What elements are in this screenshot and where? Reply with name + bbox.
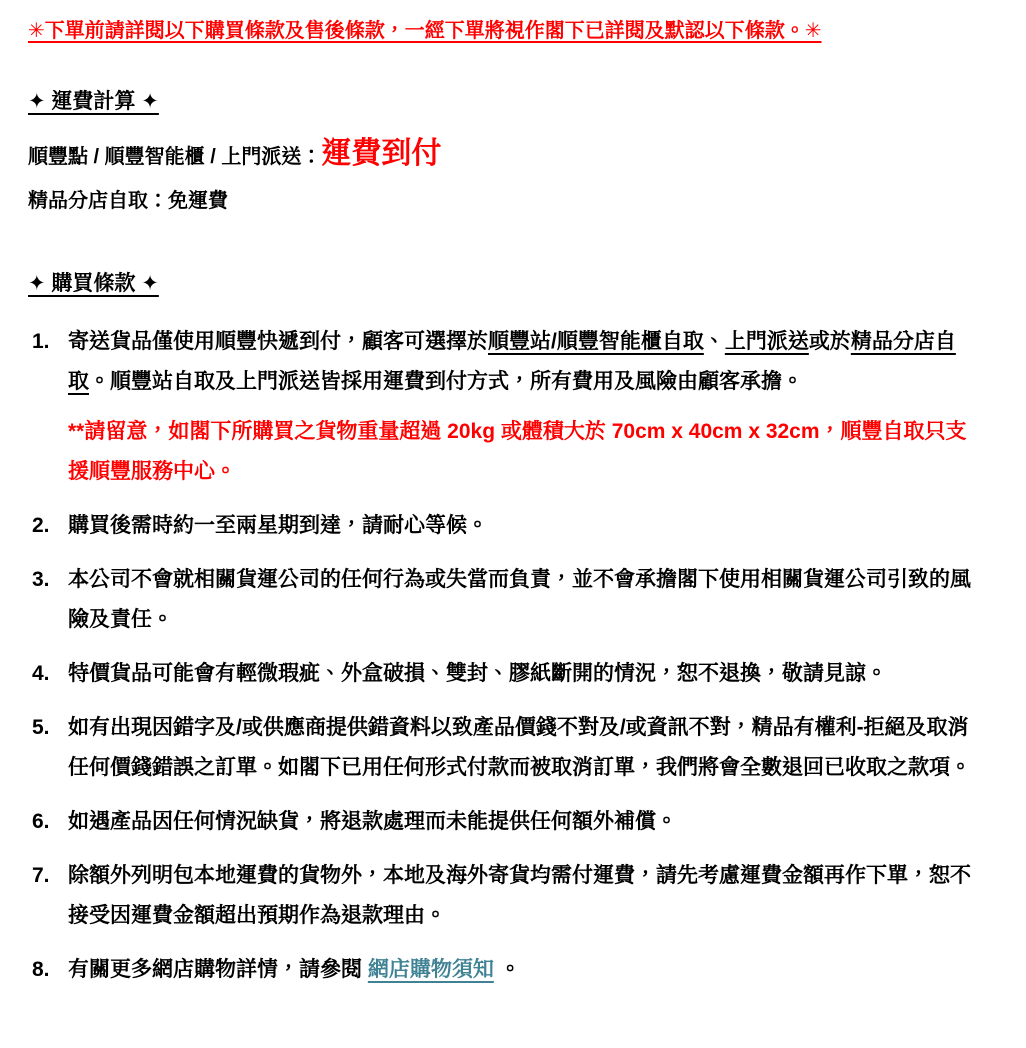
terms-section-title [28,270,998,297]
term-number: 6. [32,809,50,833]
term-text-segment: 。順豐站自取及上門派送皆採用運費到付方式，所有費用及風險由顧客承擔。 [89,369,803,393]
sf-size-limit-note: **請留意，如閣下所購買之貨物重量超過 20kg 或體積大於 70cm x 40cm x 32cm，順豐自取只支援順豐服務中心。 [68,419,967,483]
term-text-segment: 。 [493,957,521,981]
terms-section-title-text: ✦ 購買條款 ✦ [28,272,159,296]
term-text: 如有出現因錯字及/或供應商提供錯資料以致產品價錢不對及/或資訊不對，精品有權利-拒絕及取消任何價錢錯誤之訂單。如閣下已用任何形式付款而被取消訂單，我們將會全數退回已收取之款項。 [68,715,971,779]
term-number: 1. [32,329,50,353]
term-item-7 [32,856,998,936]
term-text-segment: 寄送貨品僅使用順豐快遞到付，顧客可選擇於 [68,329,488,353]
term-text-segment: 有關更多網店購物詳情，請參閱 [68,957,368,981]
term-text: 除額外列明包本地運費的貨物外，本地及海外寄貨均需付運費，請先考慮運費金額再作下單，恕不接受因運費金額超出預期作為退款理由。 [68,863,971,927]
term-text [68,322,973,492]
term-text-segment: 、 [703,329,725,353]
store-pickup-line: 精品分店自取：免運費 [28,190,228,213]
term-number: 5. [32,715,50,739]
terms-list [28,322,998,990]
term-number: 7. [32,863,50,887]
term-text: 購買後需時約一至兩星期到達，請耐心等候。 [68,513,488,537]
term-item-4 [32,654,998,694]
term-item-2 [32,506,998,546]
term-number: 8. [32,957,50,981]
term-text: 特價貨品可能會有輕微瑕疵、外盒破損、雙封、膠紙斷開的情況，恕不退換，敬請見諒。 [68,661,887,685]
term-number: 3. [32,567,50,591]
shipping-section-title-text: ✦ 運費計算 ✦ [28,90,159,113]
term-item-6 [32,802,998,842]
term-text-segment: 或於 [808,329,851,353]
term-item-8 [32,950,998,990]
term-number: 2. [32,513,50,537]
shipping-methods-label: 順豐點 / 順豐智能櫃 / 上門派送： [28,146,322,169]
term-item-1 [32,322,998,492]
shipping-section-title [28,88,998,115]
term-text-segment-underlined: 上門派送 [724,329,809,353]
term-text [68,950,521,990]
term-text: 本公司不會就相關貨運公司的任何行為或失當而負責，並不會承擔閣下使用相關貨運公司引致的風險及責任。 [68,567,971,631]
freight-collect-highlight: 運費到付 [321,137,442,171]
pre-order-warning: ✳下單前請詳閱以下購買條款及售後條款，一經下單將視作閣下已詳閱及默認以下條款。✳ [28,20,822,42]
term-text-segment-underlined: 順豐站/順豐智能櫃自取 [488,329,704,353]
term-item-5 [32,708,998,788]
shipping-methods-line [28,137,998,170]
term-text-segment-underlined: 精品分店自取 [68,329,956,393]
term-number: 4. [32,661,50,685]
term-item-3 [32,560,998,640]
shop-guide-link[interactable]: 網店購物須知 [367,957,494,981]
term-text: 如遇產品因任何情況缺貨，將退款處理而未能提供任何額外補償。 [68,809,677,833]
